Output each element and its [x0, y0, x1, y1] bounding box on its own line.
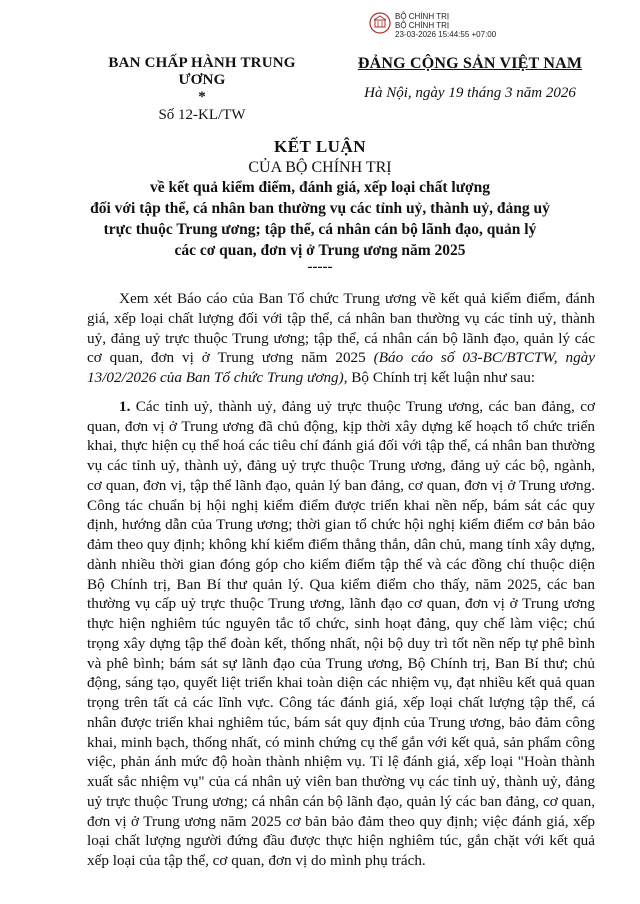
- document-kind: KẾT LUẬN: [273, 137, 366, 156]
- party-name: ĐẢNG CỘNG SẢN VIỆT NAM: [357, 55, 583, 72]
- point-1-paragraph: [87, 397, 595, 871]
- stamp-timestamp: 23-03-2026 15:44:55 +07:00: [395, 30, 497, 39]
- point-number: 1.: [119, 397, 131, 415]
- document-title: [60, 137, 580, 273]
- place-and-date: Hà Nội, ngày 19 tháng 3 năm 2026: [364, 85, 576, 101]
- subject-line: đối với tập thể, cá nhân ban thường vụ các tỉnh uỷ, thành uỷ, đảng uỷ: [90, 200, 550, 217]
- stamp-text: [395, 12, 496, 39]
- emblem-icon: [369, 12, 391, 34]
- issuing-organization: BAN CHẤP HÀNH TRUNG ƯƠNG: [108, 55, 296, 88]
- digital-signature-stamp: [369, 12, 629, 46]
- intro-reference: (Báo cáo số 03-BC/BTCTW, ngày 13/02/2026 của Ban Tổ chức Trung ương): [87, 349, 596, 386]
- point-1-text: Các tỉnh uỷ, thành uỷ, đảng uỷ trực thuộc Trung ương, các ban đảng, cơ quan, đơn vị ở Trung ương đã chủ động, kịp thời xây dựng kế hoạch tổ chức triển khai, thực hiện cụ thể hoá các tiêu chí đánh giá đối với tập thể, cá nhân ban thường vụ các tỉnh uỷ, thành uỷ, đảng uỷ trực thuộc Trung ương, đảng uỷ các bộ, ngành, cơ quan, đơn vị, tập thể lãnh đạo, quản lý ban đảng, cơ quan, đơn vị ở Trung ương. Công tác chuẩn bị hội nghị kiểm điểm được triển khai nền nếp, bám sát các quy định, hướng dẫn của Trung ương; thời gian tổ chức hội nghị kiểm điểm cơ bản bảo đảm theo quy định; không khí kiểm điểm thẳng thắn, dân chủ, mang tính xây dựng, dành nhiều thời gian đóng góp cho kiểm điểm tập thể và các đồng chí thuộc diện Bộ Chính trị, Ban Bí thư quản lý. Qua kiểm điểm cho thấy, năm 2025, các ban thường vụ cấp uỷ trực thuộc Trung ương, lãnh đạo cơ quan, đơn vị ở Trung ương thực hiện nghiêm túc nguyên tắc tổ chức, sinh hoạt đảng, quy chế làm việc; chú trọng xây dựng tập thể đoàn kết, thống nhất, nội bộ duy trì tốt nền nếp tự phê bình và phê bình; bám sát sự lãnh đạo của Trung ương, Bộ Chính trị, Ban Bí thư; chủ động, sáng tạo, quyết liệt triển khai toàn diện các nhiệm vụ, đạt nhiều kết quả quan trọng trên tất cả các lĩnh vực. Công tác đánh giá, xếp loại chất lượng tập thể, cá nhân được triển khai nghiêm túc, bám sát quy định của Trung ương, bảo đảm công khai, minh bạch, thống nhất, có minh chứng cụ thể gắn với kết quả, sản phẩm công việc, phản ánh mức độ hoàn thành nhiệm vụ. Tỉ lệ đánh giá, xếp loại "Hoàn thành xuất sắc nhiệm vụ" của cá nhân uỷ viên ban thường vụ các tỉnh uỷ, thành uỷ, đảng uỷ trực thuộc Trung ương; cá nhân cán bộ lãnh đạo, quản lý các ban đảng, cơ quan, đơn vị ở Trung ương năm 2025 cơ bản bảo đảm theo quy định; việc đánh giá, xếp loại chất lượng người đứng đầu được thực hiện nghiêm túc, gắn chặt với kết quả xếp loại của tập thể, cơ quan, đơn vị do mình phụ trách.: [87, 397, 595, 869]
- header-right: [330, 55, 610, 102]
- stamp-line-2: BỘ CHÍNH TRỊ: [395, 21, 450, 30]
- intro-text: Xem xét Báo cáo của Ban Tổ chức Trung ương về kết quả kiểm điểm, đánh giá, xếp loại chất lượng đối với tập thể, cá nhân ban thường vụ các tỉnh uỷ, thành uỷ, đảng uỷ trực thuộc Trung ương; tập thể, cá nhân cán bộ lãnh đạo, quản lý các cơ quan, đơn vị ở Trung ương năm 2025: [87, 290, 595, 367]
- subject-line: về kết quả kiểm điểm, đánh giá, xếp loại chất lượng: [150, 179, 490, 196]
- header-star: *: [198, 89, 206, 105]
- intro-text-end: , Bộ Chính trị kết luận như sau:: [343, 369, 536, 386]
- document-number: Số 12-KL/TW: [158, 107, 246, 123]
- subject-line: trực thuộc Trung ương; tập thể, cá nhân cán bộ lãnh đạo, quản lý: [103, 221, 537, 238]
- intro-paragraph: [87, 289, 595, 388]
- stamp-line-1: BỘ CHÍNH TRỊ: [395, 12, 450, 21]
- header-left: [86, 55, 318, 124]
- document-issuer: CỦA BỘ CHÍNH TRỊ: [248, 159, 392, 176]
- title-separator: -----: [307, 259, 333, 275]
- document-body: [87, 289, 595, 880]
- subject-line: các cơ quan, đơn vị ở Trung ương năm 2025: [174, 242, 466, 259]
